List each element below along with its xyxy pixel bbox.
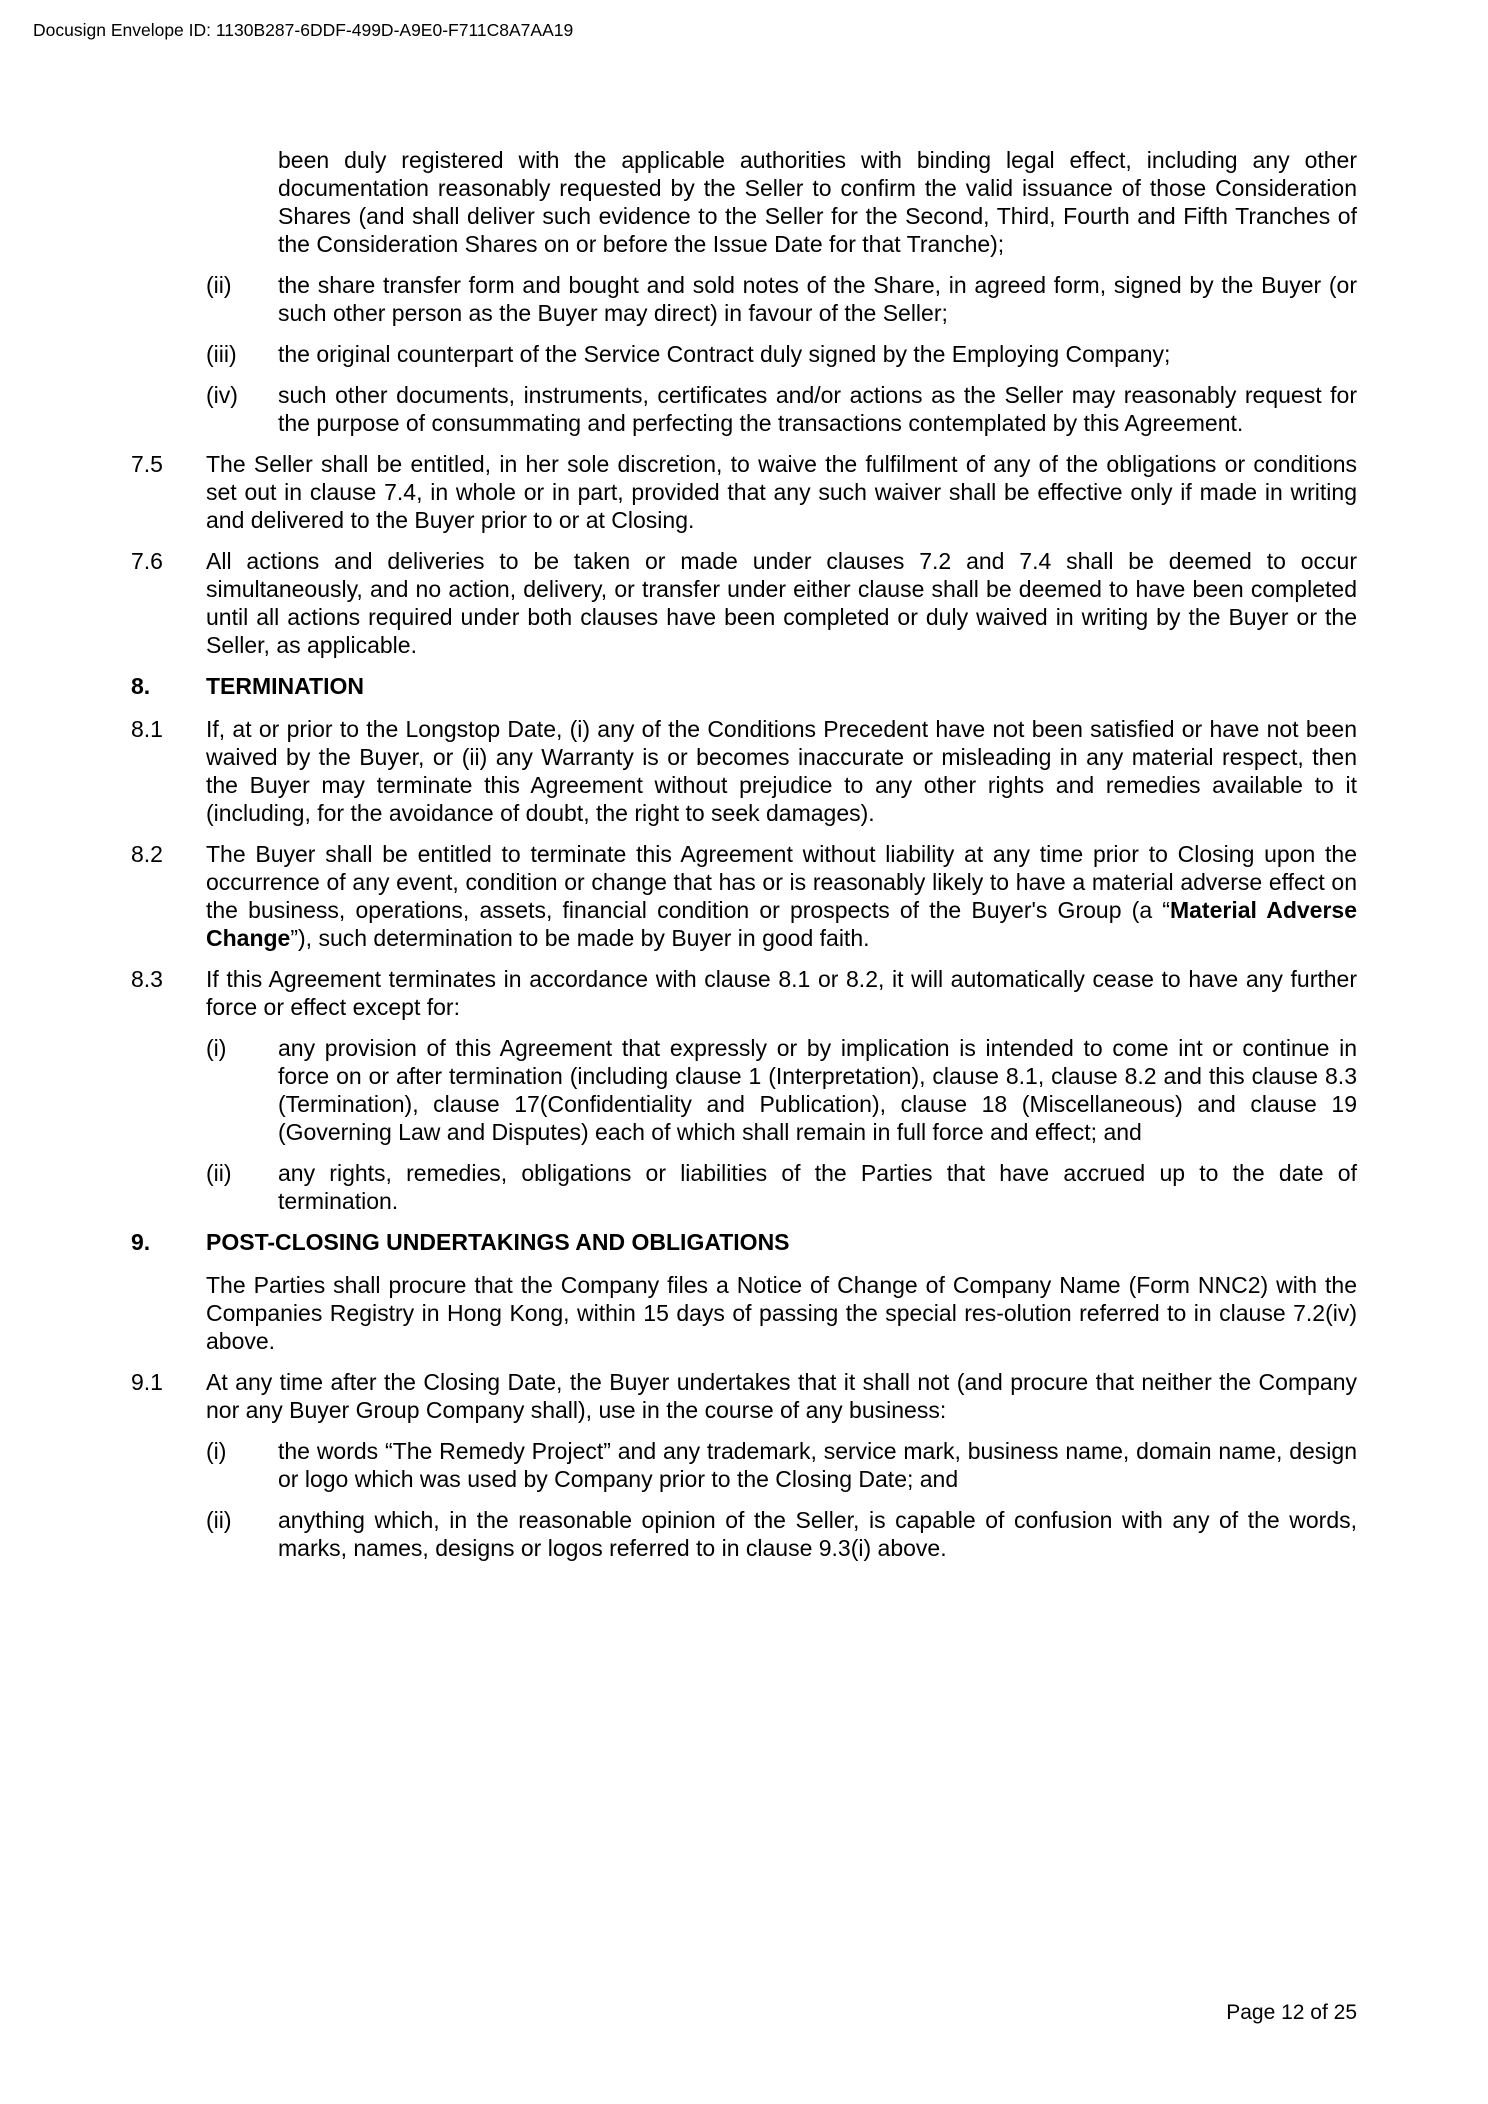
clause-7-4-iii-text: the original counterpart of the Service Contract duly signed by the Employing Company;	[278, 341, 1171, 367]
clause-7-6-number: 7.6	[131, 548, 163, 574]
clause-9-1-number: 9.1	[131, 1369, 163, 1395]
clause-7-6	[131, 547, 1357, 659]
clause-7-4-ii	[131, 271, 1357, 327]
clause-9-1-ii	[131, 1506, 1357, 1562]
clause-8-2-number: 8.2	[131, 841, 163, 867]
clause-7-4-iv-marker: (iv)	[206, 382, 238, 408]
clause-7-4-i-continuation: been duly registered with the applicable authorities with binding legal effect, including any other documentation reasonably requested by the Seller to confirm the valid issuance of those Consideration Shares (and shall deliver such evidence to the Seller for the Second, Third, Fourth and Fifth Tranches of the Consideration Shares on or before the Issue Date for that Tranche);	[278, 147, 1357, 257]
section-8-number: 8.	[131, 673, 151, 699]
section-9-intro-paragraph: The Parties shall procure that the Company files a Notice of Change of Company Name (Form NNC2) with the Companies Registry in Hong Kong, within 15 days of passing the special res-olution referred to in clause 7.2(iv) above.	[206, 1272, 1357, 1354]
clause-8-1-text: If, at or prior to the Longstop Date, (i) any of the Conditions Precedent have not been satisfied or have not been waived by the Buyer, or (ii) any Warranty is or becomes inaccurate or misleading in any material respect, then the Buyer may terminate this Agreement without prejudice to any other rights and remedies available to it (including, for the avoidance of doubt, the right to seek damages).	[206, 716, 1357, 826]
clause-7-5-text: The Seller shall be entitled, in her sole discretion, to waive the fulfilment of any of the obligations or conditions set out in clause 7.4, in whole or in part, provided that any such waiver shall be effective only if made in writing and delivered to the Buyer prior to or at Closing.	[206, 451, 1357, 533]
clause-9-1-i-text: the words “The Remedy Project” and any trademark, service mark, business name, domain name, design or logo which was used by Company prior to the Closing Date; and	[278, 1438, 1357, 1492]
clause-7-5	[131, 450, 1357, 534]
clause-8-3-i-marker: (i)	[206, 1035, 227, 1061]
clause-8-1-number: 8.1	[131, 716, 163, 742]
clause-9-1	[131, 1368, 1357, 1424]
clause-8-2-text-after: ”), such determination to be made by Buyer in good faith.	[290, 925, 870, 951]
clause-9-1-i-marker: (i)	[206, 1438, 227, 1464]
clause-8-3-ii-marker: (ii)	[206, 1160, 232, 1186]
clause-8-3	[131, 965, 1357, 1021]
clause-7-4-iv	[131, 381, 1357, 437]
clause-9-1-i	[131, 1437, 1357, 1493]
clause-7-4-ii-text: the share transfer form and bought and sold notes of the Share, in agreed form, signed by the Buyer (or such other person as the Buyer may direct) in favour of the Seller;	[278, 272, 1357, 326]
section-8-heading	[131, 672, 1357, 700]
clause-7-4-iii-marker: (iii)	[206, 341, 237, 367]
clause-8-3-i-text: any provision of this Agreement that expressly or by implication is intended to come int or continue in force on or after termination (including clause 1 (Interpretation), clause 8.1, clause 8.2 and this clause 8.3 (Termination), clause 17(Confidentiality and Publication), clause 18 (Miscellaneous) and clause 19 (Governing Law and Disputes) each of which shall remain in full force and effect; and	[278, 1035, 1357, 1145]
envelope-id-text: Docusign Envelope ID: 1130B287-6DDF-499D-A9E0-F711C8A7AA19	[33, 20, 574, 40]
clause-8-3-text: If this Agreement terminates in accordance with clause 8.1 or 8.2, it will automatically cease to have any further force or effect except for:	[206, 966, 1357, 1020]
clause-7-5-number: 7.5	[131, 451, 163, 477]
clause-7-6-text: All actions and deliveries to be taken or made under clauses 7.2 and 7.4 shall be deemed to occur simultaneously, and no action, delivery, or transfer under either clause shall be deemed to have been completed until all actions required under both clauses have been completed or duly waived in writing by the Buyer or the Seller, as applicable.	[206, 548, 1357, 658]
section-9-number: 9.	[131, 1229, 151, 1255]
section-9-title: POST-CLOSING UNDERTAKINGS AND OBLIGATIONS	[206, 1229, 790, 1255]
clause-9-1-ii-text: anything which, in the reasonable opinion of the Seller, is capable of confusion with any of the words, marks, names, designs or logos referred to in clause 9.3(i) above.	[278, 1507, 1357, 1561]
defined-term-material-adverse-change: Material Adverse Change	[206, 897, 1357, 951]
clause-7-4-iv-text: such other documents, instruments, certificates and/or actions as the Seller may reasonably request for the purpose of consummating and perfecting the transactions contemplated by this Agreement.	[278, 382, 1357, 436]
clause-8-2-text-before: The Buyer shall be entitled to terminate this Agreement without liability at any time prior to Closing upon the occurrence of any event, condition or change that has or is reasonably likely to have a material adverse effect on the business, operations, assets, financial condition or prospects of the Buyer's Group (a “	[206, 841, 1357, 923]
document-body	[131, 146, 1357, 1575]
clause-9-1-ii-marker: (ii)	[206, 1507, 232, 1533]
page-number	[1226, 2000, 1357, 2026]
section-8-title: TERMINATION	[206, 673, 365, 699]
clause-8-3-number: 8.3	[131, 966, 163, 992]
clause-9-1-text: At any time after the Closing Date, the Buyer undertakes that it shall not (and procure that neither the Company nor any Buyer Group Company shall), use in the course of any business:	[206, 1369, 1357, 1423]
clause-8-3-i	[131, 1034, 1357, 1146]
clause-8-1	[131, 715, 1357, 827]
clause-7-4-iii	[131, 340, 1357, 368]
clause-8-2	[131, 840, 1357, 952]
section-9-heading	[131, 1228, 1357, 1256]
page-number-text: Page 12 of 25	[1226, 2001, 1357, 2024]
clause-8-3-ii-text: any rights, remedies, obligations or liabilities of the Parties that have accrued up to the date of termination.	[278, 1160, 1357, 1214]
clause-7-4-ii-marker: (ii)	[206, 272, 232, 298]
clause-8-3-ii	[131, 1159, 1357, 1215]
clause-8-2-text	[206, 840, 1357, 952]
docusign-envelope-header	[33, 19, 573, 41]
